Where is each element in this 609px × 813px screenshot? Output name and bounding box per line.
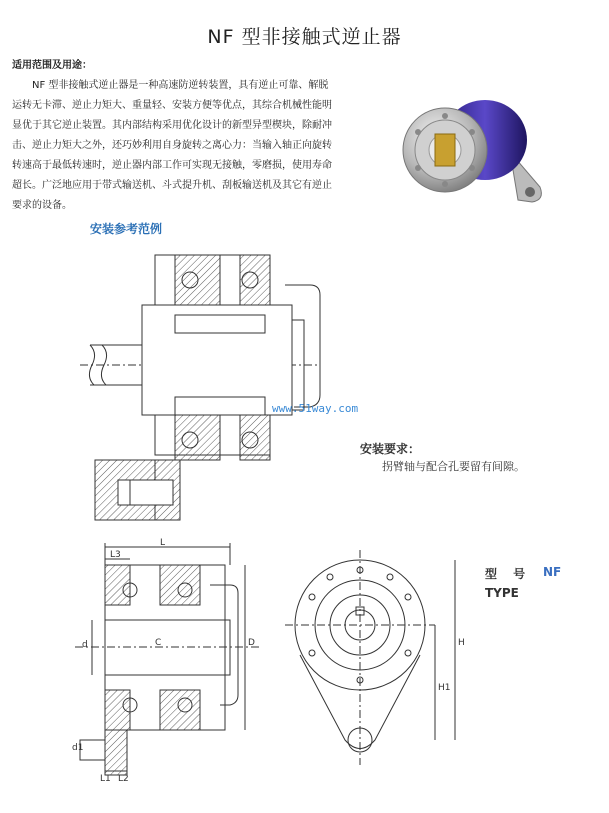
type-label-cn: 型 号 <box>485 567 532 581</box>
dim-label-d: d <box>82 640 88 650</box>
usage-label: 适用范围及用途： <box>12 60 92 71</box>
dim-label-L2: L2 <box>118 774 129 784</box>
dim-label-L1: L1 <box>100 774 111 784</box>
install-requirement-text: 拐臂轴与配合孔要留有间隙。 <box>382 460 525 473</box>
install-section-drawing <box>80 235 340 530</box>
type-label-en: TYPE <box>485 586 519 600</box>
dimension-drawing <box>60 535 480 785</box>
usage-description <box>12 76 332 216</box>
dim-label-H: H <box>458 638 465 648</box>
install-requirement-title: 安装要求： <box>360 442 421 456</box>
dim-label-C: C <box>155 638 162 648</box>
dim-label-d1: d1 <box>72 743 84 753</box>
dim-label-L3: L3 <box>110 550 121 560</box>
product-photo <box>390 92 550 207</box>
type-block <box>485 565 562 600</box>
page-title: NF 型非接触式逆止器 <box>207 26 402 48</box>
type-code: NF <box>543 565 562 579</box>
dim-label-H1: H1 <box>438 683 451 693</box>
usage-text: NF 型非接触式逆止器是一种高速防逆转装置，具有逆止可靠、解脱运转无卡滞、逆止力矩大、重量轻、安装方便等优点，其综合机械性能明显优于其它逆止装置。其内部结构采用优化设计的新型异型楔块，除耐冲击、逆止力矩大之外，还巧妙利用自身旋转之离心力：当输入轴正向旋转转速高于最低转速时，逆止器内部工作可实现无接触，零磨损，使用寿命超长。广泛地应用于带式输送机、斗式提升机、刮板输送机及其它有逆止要求的设备。 <box>12 80 332 211</box>
dim-label-D: D <box>248 638 255 648</box>
install-example-title: 安装参考范例 <box>90 222 163 236</box>
dim-label-L: L <box>160 538 166 548</box>
watermark: www.51way.com <box>272 402 359 415</box>
